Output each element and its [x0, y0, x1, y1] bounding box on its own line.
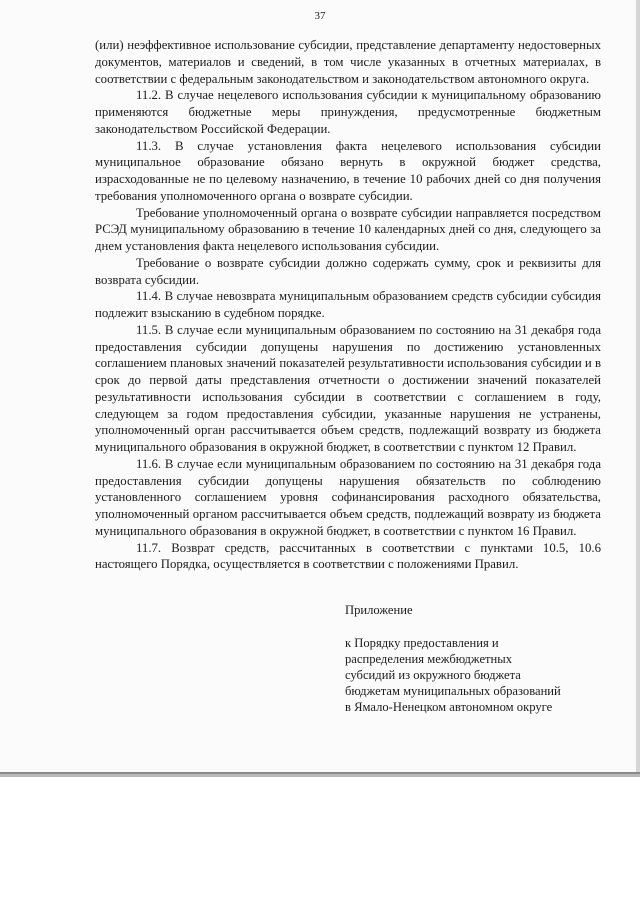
paragraph-demand-delivery: Требование уполномоченный органа о возврате субсидии направляется посредством РСЭД муниципальному образованию в течение 10 календарных дней со дня, следующего за днем установления факта нецелевого использования субсидии.: [95, 205, 601, 253]
paragraph-11-4: 11.4. В случае невозврата муниципальным образованием средств субсидии субсидия подлежит взысканию в судебном порядке.: [95, 289, 601, 320]
appendix-heading: Приложение: [345, 603, 413, 617]
paragraph-demand-content: Требование о возврате субсидии должно содержать сумму, срок и реквизиты для возврата субсидии.: [95, 255, 601, 287]
paragraph-11-2: 11.2. В случае нецелевого использования субсидии к муниципальному образованию применяются бюджетные меры принуждения, предусмотренные бюджетным законодательством Российской Федерации.: [95, 88, 601, 136]
paragraph-11-5: 11.5. В случае если муниципальным образованием по состоянию на 31 декабря года предоставления субсидии допущены нарушения по достижению установленных соглашением плановых значений показателей результативности использования субсидии и в срок до первой даты представления отчетности о достижении значений показателей результативности использования субсидии в соответствии с соглашением в году, следующем за годом предоставления субсидии, указанные нарушения не устранены, уполномоченный орган рассчитывается объем средств, подлежащий возврату из бюджета муниципального образования в окружной бюджет, в соответствии с пунктом 12 Правил.: [95, 322, 601, 454]
page-number: 37: [314, 10, 326, 22]
appendix-line: к Порядку предоставления и: [345, 636, 499, 650]
appendix-line: распределения межбюджетных: [345, 652, 513, 666]
scan-edge: [636, 0, 640, 772]
appendix-block: [345, 602, 605, 715]
appendix-line: субсидий из окружного бюджета: [345, 668, 521, 682]
appendix-line: в Ямало-Ненецком автономном округе: [345, 700, 553, 714]
document-body: [95, 37, 601, 573]
paragraph-11-7: 11.7. Возврат средств, рассчитанных в соответствии с пунктами 10.5, 10.6 настоящего Порядка, осуществляется в соответствии с положениями Правил.: [95, 540, 601, 572]
paragraph-continuation: (или) неэффективное использование субсидии, представление департаменту недостоверных документов, материалов и сведений, в том числе указанных в отчетных материалах, в соответствии с федеральным законодательством и законодательством автономного округа.: [95, 38, 601, 86]
appendix-line: бюджетам муниципальных образований: [345, 684, 561, 698]
paragraph-11-6: 11.6. В случае если муниципальным образованием по состоянию на 31 декабря года предоставления субсидии допущены нарушения обязательств по соблюдению установленного соглашением уровня софинансирования расходного обязательства, уполномоченный органом рассчитывается объем средств, подлежащий возврату из бюджета муниципального образования в окружной бюджет, в соответствии с пунктом 16 Правил.: [95, 456, 601, 538]
paragraph-11-3: 11.3. В случае установления факта нецелевого использования субсидии муниципальное образование обязано вернуть в окружной бюджет средства, израсходованные не по целевому назначению, в течение 10 рабочих дней со дня получения требования уполномоченного органа о возврате субсидии.: [95, 138, 601, 203]
